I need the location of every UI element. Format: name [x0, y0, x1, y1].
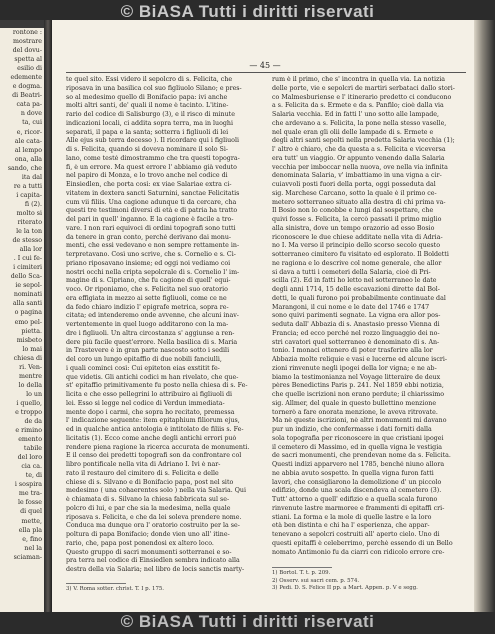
text-line: tenevano a sepolcri costruiti all' aperto cielo. Uno di	[272, 531, 440, 538]
left-page-line: del loro	[17, 454, 42, 462]
text-line: Alle ejus sub terra decesso ). Il ricordare qui i figliuoli	[66, 137, 239, 145]
text-line: scilla (2). Ed in fatti ho letto nel sotterraneo le date	[272, 277, 437, 285]
text-line: vare. I non rari equivoci di ordini topografi sono tutti	[66, 224, 236, 232]
text-line: dre i figliuoli. Un altra circostanza s' aggiunse a ren-	[66, 329, 235, 337]
left-page-line: di Beatri-	[12, 92, 42, 100]
text-line: che ardevano a s. Felicita, la pone nella stesso vaselle,	[272, 119, 447, 127]
left-page-line: i sospira	[14, 481, 42, 489]
footnote-rule-right	[272, 567, 332, 568]
text-line: di s. Felicita, quando si doveva nominare il solo Si-	[66, 146, 228, 153]
text-line: nomato Antimonio fu da ciarri con ridicolo errore cre-	[272, 548, 445, 556]
text-line: è chiamata di s. Silvano la chiesa fabbricata sul se-	[66, 496, 230, 503]
text-line: de sacri monumenti, che prendevan nome da s. Felicita.	[272, 452, 451, 460]
text-line: Francia; ed ecco perché nel rozzo linguaggio dei no-	[272, 329, 440, 337]
left-page-line	[0, 562, 44, 571]
footnote: 3) V. Roma sotter. christ. T. I p. 175.	[66, 586, 165, 592]
left-page-line: di quel	[20, 508, 42, 516]
text-line: fi, è un errore. Ma quest errore l' abbiamo già veduto	[66, 163, 237, 171]
left-page-line: pietta.	[21, 327, 42, 335]
text-line: te quel sito. Essi videro il sepolcro di s. Felicita, che	[66, 76, 233, 83]
text-line: cum vii filiis. Una cagione adunque ti da cercare, cha	[66, 198, 237, 206]
left-page-line: ta, cui	[22, 119, 42, 127]
left-page-line	[0, 589, 44, 598]
left-page-line: alla santi	[12, 300, 42, 308]
text-line: era tutt' un viaggio. Or appunto venendo dalla Salaria	[272, 154, 445, 162]
footnotes-left	[66, 586, 164, 594]
left-page-line: lo della	[18, 381, 42, 389]
text-line: riconoscere le due chiese additate nella vita di Adria-	[272, 233, 443, 241]
left-page-line	[0, 571, 44, 580]
left-page-line: e, fino	[22, 535, 42, 543]
text-line: voco. Or riponiamo, che s. Felicita nel suo oratorio	[66, 286, 228, 293]
left-page-line: de da	[24, 418, 42, 426]
text-line: rario del codice di Salisburgo (3), e il risco di minute	[66, 111, 235, 118]
text-line: denominata Salaria, v' imbattiamo in una vigna a cir-	[272, 172, 442, 180]
text-line: molti altri santi, de' quali il nome è tacinto. L'itine-	[66, 102, 229, 110]
left-page-line: e troppo	[15, 408, 42, 416]
text-line: medesimo ( una cohaerentes solo ) nella via Salaria. Qui	[66, 487, 246, 495]
text-line: lavori, che consigliarono la demolizione d' un piccolo	[272, 478, 442, 486]
left-page-line: o pagina	[14, 309, 42, 317]
text-line: Questi indizi apparvero nel 1785, benché niuno allora	[272, 461, 445, 468]
text-line: menti, che essi vedevano e non sempre rettamente in-	[66, 242, 240, 250]
left-page-line: molto si	[16, 209, 42, 217]
text-line: questi tre testimoni diversi di età e di patria ha tratto	[66, 207, 238, 215]
text-line: detti, le quali furono poi probabilmente continuate dal	[272, 294, 446, 302]
text-line: sola topografia per riconoscere in que cristiani ipogei	[272, 434, 444, 442]
text-line: alla sinistra, dove un tempo orazorio ad esso Bosio	[272, 224, 435, 232]
text-line: da fedo chiaro indizio l' epigrafe metrica, sopra re-	[66, 303, 229, 311]
left-page-line: rontone :	[12, 29, 42, 36]
left-page-line: esilio di	[17, 65, 42, 73]
text-line: del pari in quell' inganno. E la cagione è facile a tro-	[66, 216, 234, 223]
text-line: stri cavatori quel sotterraneo è denominato di s. An-	[272, 338, 440, 346]
text-line: nel papiro di Monza, e lo trovo anche nel codice di	[66, 172, 228, 180]
left-page-line: te, di	[25, 472, 42, 480]
left-page-line: lo un	[26, 390, 42, 398]
left-page-line	[0, 598, 44, 607]
left-page-line: chiesa di	[13, 354, 42, 362]
watermark-bottom: © BiASA Tutti i diritti riservati	[120, 612, 375, 631]
text-line: Einsiedlen, che porta così: ex viae Salariae extra ci-	[66, 181, 232, 188]
text-line: co Malmesburiense e l' itinerario predetto ci conducono	[272, 93, 452, 101]
text-line: pra terra nel codice di Einsiedlen sembra indicato alla	[66, 557, 240, 565]
left-page-line: al lempo	[14, 146, 42, 154]
left-page-line: e, ricor-	[16, 128, 42, 136]
text-line: età ben distinta e chi ha l' esperienza, che appar-	[272, 522, 430, 530]
left-page-line: tabile	[23, 445, 42, 453]
left-page-line: del dovu-	[12, 47, 42, 55]
text-line: lei. Esso si legge nel codice di Verdun immediata-	[66, 399, 225, 407]
left-page-line: nel la	[24, 544, 42, 552]
text-line: rato il restauro del cimitero di s. Felicita e delle	[66, 469, 219, 477]
text-line: degli anni 1714, 15 delle escavazioni dirette dal Bol-	[272, 286, 440, 293]
book-scan	[0, 20, 495, 612]
left-page-line: me tra-	[18, 490, 42, 498]
text-line: poltura di papa Bonifacio; donde vien uno all' itine-	[66, 531, 230, 538]
text-line: sig. Allmer, del quale in questo bullettino menzione	[272, 399, 437, 407]
text-line: tornerò a fare onorata menzione, le aveva ritrovate.	[272, 408, 438, 416]
text-line: vertentemente in quel luogo additarono con la ma-	[66, 321, 229, 328]
text-line: libro pontificale nella vita di Adriano I. Ivi è nar-	[66, 461, 221, 468]
text-line: E il censo dei predetti topografi son da confrontare col	[66, 452, 242, 460]
text-line: destra della via Salaria; nel libro de locis sanctis marty-	[66, 566, 245, 573]
left-page-line: emento	[18, 436, 42, 444]
text-line: nostri occhi nella cripta sepolcrale di s. Cornelio l' im-	[66, 268, 240, 276]
text-line: del coro un lungo epitaffio di due nobili fanciulli,	[66, 356, 222, 363]
text-line: ne ragiona e lo descrive col nome generale, che allor	[272, 259, 442, 267]
left-page-line: mentre	[18, 372, 42, 380]
left-page-line: sando, che	[7, 164, 42, 172]
text-line: rinvenute lastre marmoree e frammenti di epitaffi cri-	[272, 504, 445, 512]
left-page-line: fi (2).	[24, 200, 42, 208]
left-page-line: cata pa-	[16, 101, 42, 109]
text-line: Ma nè queste iscrizioni, nè altri monumenti mi davano	[272, 417, 447, 425]
text-line: sotterraneo cimitero fu visitato ed esplorato. Il Boldetti	[272, 251, 449, 258]
left-page-line: ri. Ven-	[19, 363, 42, 371]
book-gutter	[44, 20, 52, 612]
text-line: cuiavvoli posti fuori della porta, oggi posseduta dal	[272, 181, 436, 188]
header-rule	[66, 72, 466, 73]
text-line: priano riposavano insieme; ed oggi noi vediamo coi	[66, 259, 231, 267]
left-page-line: e rimino	[15, 427, 42, 435]
left-page-line: ale cata-	[14, 137, 42, 145]
text-line: indicazioni locali, ci addita sopra terra, ma in luoghi	[66, 119, 233, 127]
text-line: era effigiata in mezzo ai sette figliuoli, come ce ne	[66, 294, 227, 302]
text-line: vitatem in dextera sancti Saturnini, sanctae Felicitatis	[66, 189, 240, 197]
page-edge-shadow	[474, 20, 495, 612]
text-line: mente dopo i carmi, che sopra ho recitato, premessa	[66, 408, 235, 416]
text-line: Questo gruppo di sacri monumenti sotterranei e so-	[66, 548, 232, 556]
text-line: in Trastevere è in gran parte nascosto sotto i sedili	[66, 347, 230, 355]
text-line: no I. Ma verso il principio dello scorso secolo questo	[272, 242, 440, 250]
text-line: zioni rinvenute negli ipogei della lor vigna; e ne ab-	[272, 364, 437, 372]
left-page-line: i cimiteri	[13, 264, 42, 272]
right-page	[52, 20, 474, 612]
text-line: sig. Marchese Carcano, sotto la quale è il primo ce-	[272, 189, 437, 197]
text-line: a s. Felicita da s. Ermete e da s. Panfilo; cioè dalla via	[272, 102, 444, 110]
footnote-rule-left	[66, 583, 126, 584]
left-page-line: nominati	[13, 291, 42, 299]
text-line: delle porte, vie e sepolcri de martiri serbataci dallo stori-	[272, 84, 455, 92]
text-line: licitatis (1). Ecco come anche degli antichi errori può	[66, 434, 237, 442]
text-line: ne abbia avuto sospetto. In quella vigna furon fatti	[272, 469, 434, 477]
text-line: sono quivi parimenti segnate. La vigna era allor pos-	[272, 312, 441, 320]
text-line: Abbazia molte reliquie e vasi e lucerne ed alcune iscri-	[272, 356, 448, 363]
text-line: pur un indizio, che confermasse i dati forniti dalla	[272, 426, 432, 433]
text-line: Marangoni, il cui nome e le date del 1746 e 1747	[272, 303, 430, 311]
text-line: questi epitaffi è celeberrimo, perchè essendo di un Bello	[272, 539, 453, 547]
footnotes-right	[272, 570, 418, 593]
text-line: il cemetero di Massimo, ed in quella vigna le vestigia	[272, 443, 442, 451]
text-line: st' epitaffio primitivamente fu posto nella chiesa di s. Fe-	[66, 382, 248, 390]
text-line: vecchia per imboccar nella nuova, ove nella via infinita	[272, 163, 448, 171]
text-line: pères Benedictins Paris p. 241. Nel 1859 ebbi notizia,	[272, 382, 444, 390]
left-page-line: edemente	[10, 74, 42, 82]
text-line: Conduca ma dunque ora l' oratorio costruito per la se-	[66, 522, 240, 530]
left-page-line	[0, 580, 44, 589]
text-line: rum è il primo, che s' incontra in quella via. La notizia	[272, 76, 446, 83]
left-page-line: riterato	[17, 218, 42, 226]
left-page-line: re a tutti	[13, 182, 42, 190]
text-line: nel quale eran gli olii delle lampade di s. Ermete e	[272, 128, 434, 136]
text-line: Il Bosio non lo conobbe e lungi dal sospettare, che	[272, 207, 434, 215]
left-page-line: ella pla	[18, 526, 42, 534]
left-page-line: mette,	[21, 517, 42, 525]
text-column-right	[272, 76, 462, 557]
watermark-top: © BiASA Tutti i diritti riservati	[120, 2, 375, 21]
left-page-line: e dogma.	[12, 83, 42, 91]
text-line: Tutt' attorno a quell' edifizio e a quella scala furono	[272, 496, 438, 503]
text-line: rendere piena ragione la ricerca accurata de monumenti.	[66, 443, 250, 451]
text-line: metero sotterraneo situato alla destra di chi prima va-	[272, 198, 446, 206]
text-line: dere più facile quest'errore. Nella basilica di s. Maria	[66, 338, 238, 346]
text-line: degli altri santi sepolti nella predetta Salaria vecchia (1);	[272, 137, 455, 145]
text-line: biamo la testimonianza nel Voyage litteraire de deux	[272, 373, 441, 381]
text-line: separati, il papa e la santa; sotterra i figliuoli di lei	[66, 128, 229, 136]
text-line: i quali cominci così: Cui epiteton eias exstitit fe-	[66, 364, 220, 372]
left-page-line: lo mai	[22, 345, 42, 353]
left-page-fragment	[0, 28, 44, 612]
text-line: citata; ed intenderemo onde avvenne, che alcuni inav-	[66, 312, 239, 320]
text-line: licita e che esso pellegrini lo attribuiro ai figliuoli di	[66, 391, 233, 398]
left-page-line: cia ca.	[21, 463, 42, 471]
left-page-line: le la ton	[16, 228, 42, 236]
text-line: rario, che, papa post ponendosi ex altero loco.	[66, 539, 214, 547]
left-page-line: ita dal	[21, 173, 42, 181]
text-line: lano, come testé dimostrammo che tra questi topogra-	[66, 154, 240, 162]
left-page-line: emo pel-	[14, 318, 42, 326]
text-line: tonio. I monaci ottenero di poter trasferire alla lor	[272, 347, 433, 355]
text-line: l' altro è chiaro, che da questa a s. Felicita e viceversa	[272, 146, 446, 153]
text-line: ed in qualche antica antologia è intitolato de filiis s. Fe-	[66, 426, 244, 433]
left-page-line: ie sepol-	[15, 282, 42, 290]
page-number: — 45 —	[249, 61, 281, 70]
text-line: seduta dall' Abbazia di s. Anastasio presso Vienna di	[272, 321, 440, 328]
left-page-line: n dove	[20, 110, 42, 118]
left-page-line: le fosse	[17, 499, 42, 507]
left-page-line: misbeto	[16, 336, 42, 344]
text-line: edifizio, donde una scala discendeva al cemetero (3).	[272, 487, 442, 495]
left-page-line: sciaman-	[13, 553, 42, 561]
text-line: chiese di s. Silvano e di Bonifacio papa, post nel sito	[66, 478, 234, 486]
text-line: que videtis. Gli antichi codici m han rivelato, che que-	[66, 373, 239, 381]
left-page-line: i quello,	[16, 399, 42, 407]
left-page-line: spetta al	[14, 56, 42, 64]
text-line: so al medesimo quello di Bonifacio papa: ivi anche	[66, 93, 228, 101]
text-line: polcro di lui, e par che sia la medesima, nella quale	[66, 504, 231, 512]
text-column-left	[66, 76, 256, 575]
text-line: magine di s. Cipriano, che fu cagione di quell' equi-	[66, 277, 231, 285]
left-page-line: alla lor	[19, 246, 42, 254]
text-line: riposava s. Felicita, e che da lei soleva prendere nome.	[66, 513, 242, 521]
left-page-line: . I cui fe-	[13, 255, 42, 263]
footnote: 3) Pedi. D. S. Felice II pp. a Mart. Appen. p. V e segg.	[272, 585, 418, 591]
footnote: 2) Osserv. sui sacri cem. p. 574.	[272, 577, 360, 584]
text-line: quivi fosse s. Felicita, la cercò passati il primo miglio	[272, 216, 442, 223]
text-line: che quelle iscrizioni non erano perdute; il chiarissimo	[272, 391, 444, 398]
text-line: terpretavano. Così uno scrive, che s. Cornelio e s. Ci-	[66, 251, 236, 258]
text-line: si dava a tutti i cemeteri della Salaria, cioè di Pri-	[272, 268, 431, 276]
text-line: Salaria vecchia. Ed in fatti l' uno sotto alle lampade,	[272, 111, 439, 118]
left-page-line: de stesso	[12, 237, 42, 245]
text-line: da tenere in gran conto, perché derivano dai monu-	[66, 233, 232, 241]
text-line: l' indicazione seguente: item epitaphium filiorum ejus,	[66, 417, 240, 425]
text-line: riposava in una basilica col suo figliuolo Silano; e pres-	[66, 84, 242, 92]
footnote: 1) Bortol. T. t. p. 209.	[272, 570, 331, 576]
left-page-line: ona, alla	[14, 155, 42, 163]
text-line: stiani. La forma e la mole di quelle lastre e la loro	[272, 513, 432, 521]
left-page-line: dello Sca-	[10, 273, 42, 281]
left-page-line: mostrare	[12, 38, 42, 46]
left-page-line: i capita-	[16, 191, 42, 199]
